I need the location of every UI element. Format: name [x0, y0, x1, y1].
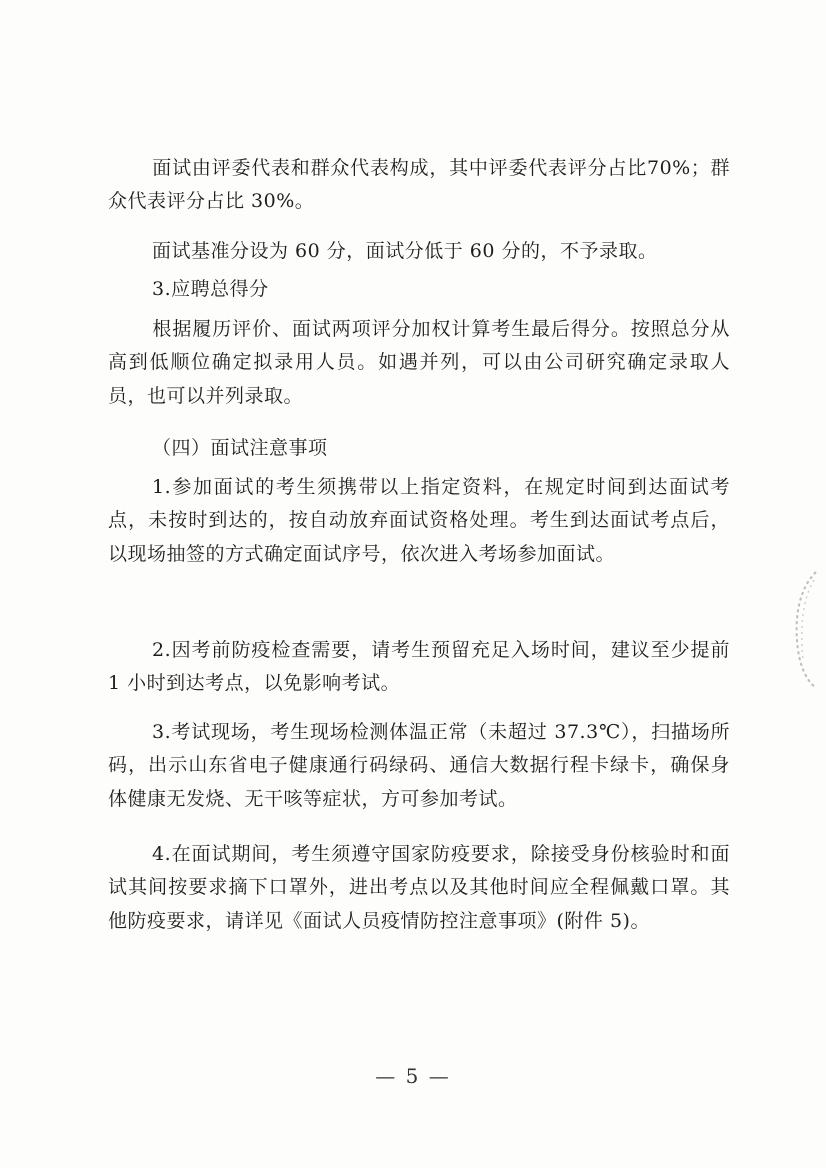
heading-interview-notes: （四）面试注意事项 — [152, 437, 328, 459]
paragraph-note-4: 4.在面试期间，考生须遵守国家防疫要求，除接受身份核验时和面试其间按要求摘下口罩外，进出考点以及其他时间应全程佩戴口罩。其他防疫要求，请详见《面试人员疫情防控注意事项》(附件 5)。 — [108, 843, 730, 932]
seal-edge-mark — [788, 570, 818, 690]
paragraph-interview-composition: 面试由评委代表和群众代表构成，其中评委代表评分占比70%；群众代表评分占比 30%。 — [108, 157, 730, 213]
paragraph-note-3: 3.考试现场，考生现场检测体温正常（未超过 37.3℃），扫描场所码，出示山东省电子健康通行码绿码、通信大数据行程卡绿卡，确保身体健康无发烧、无干咳等症状，方可参加考试。 — [108, 721, 730, 810]
page-number: — 5 — — [375, 1064, 451, 1088]
paragraph-total-score: 根据履历评价、面试两项评分加权计算考生最后得分。按照总分从高到低顺位确定拟录用人员。如遇并列，可以由公司研究确定录取人员，也可以并列录取。 — [108, 318, 730, 407]
heading-total-score: 3.应聘总得分 — [152, 278, 269, 300]
paragraph-interview-baseline: 面试基准分设为 60 分，面试分低于 60 分的，不予录取。 — [152, 240, 658, 262]
paragraph-note-2: 2.因考前防疫检查需要，请考生预留充足入场时间，建议至少提前 1 小时到达考点，以免影响考试。 — [108, 639, 730, 695]
paragraph-note-1: 1.参加面试的考生须携带以上指定资料，在规定时间到达面试考点，未按时到达的，按自动放弃面试资格处理。考生到达面试考点后，以现场抽签的方式确定面试序号，依次进入考场参加面试。 — [108, 476, 730, 565]
